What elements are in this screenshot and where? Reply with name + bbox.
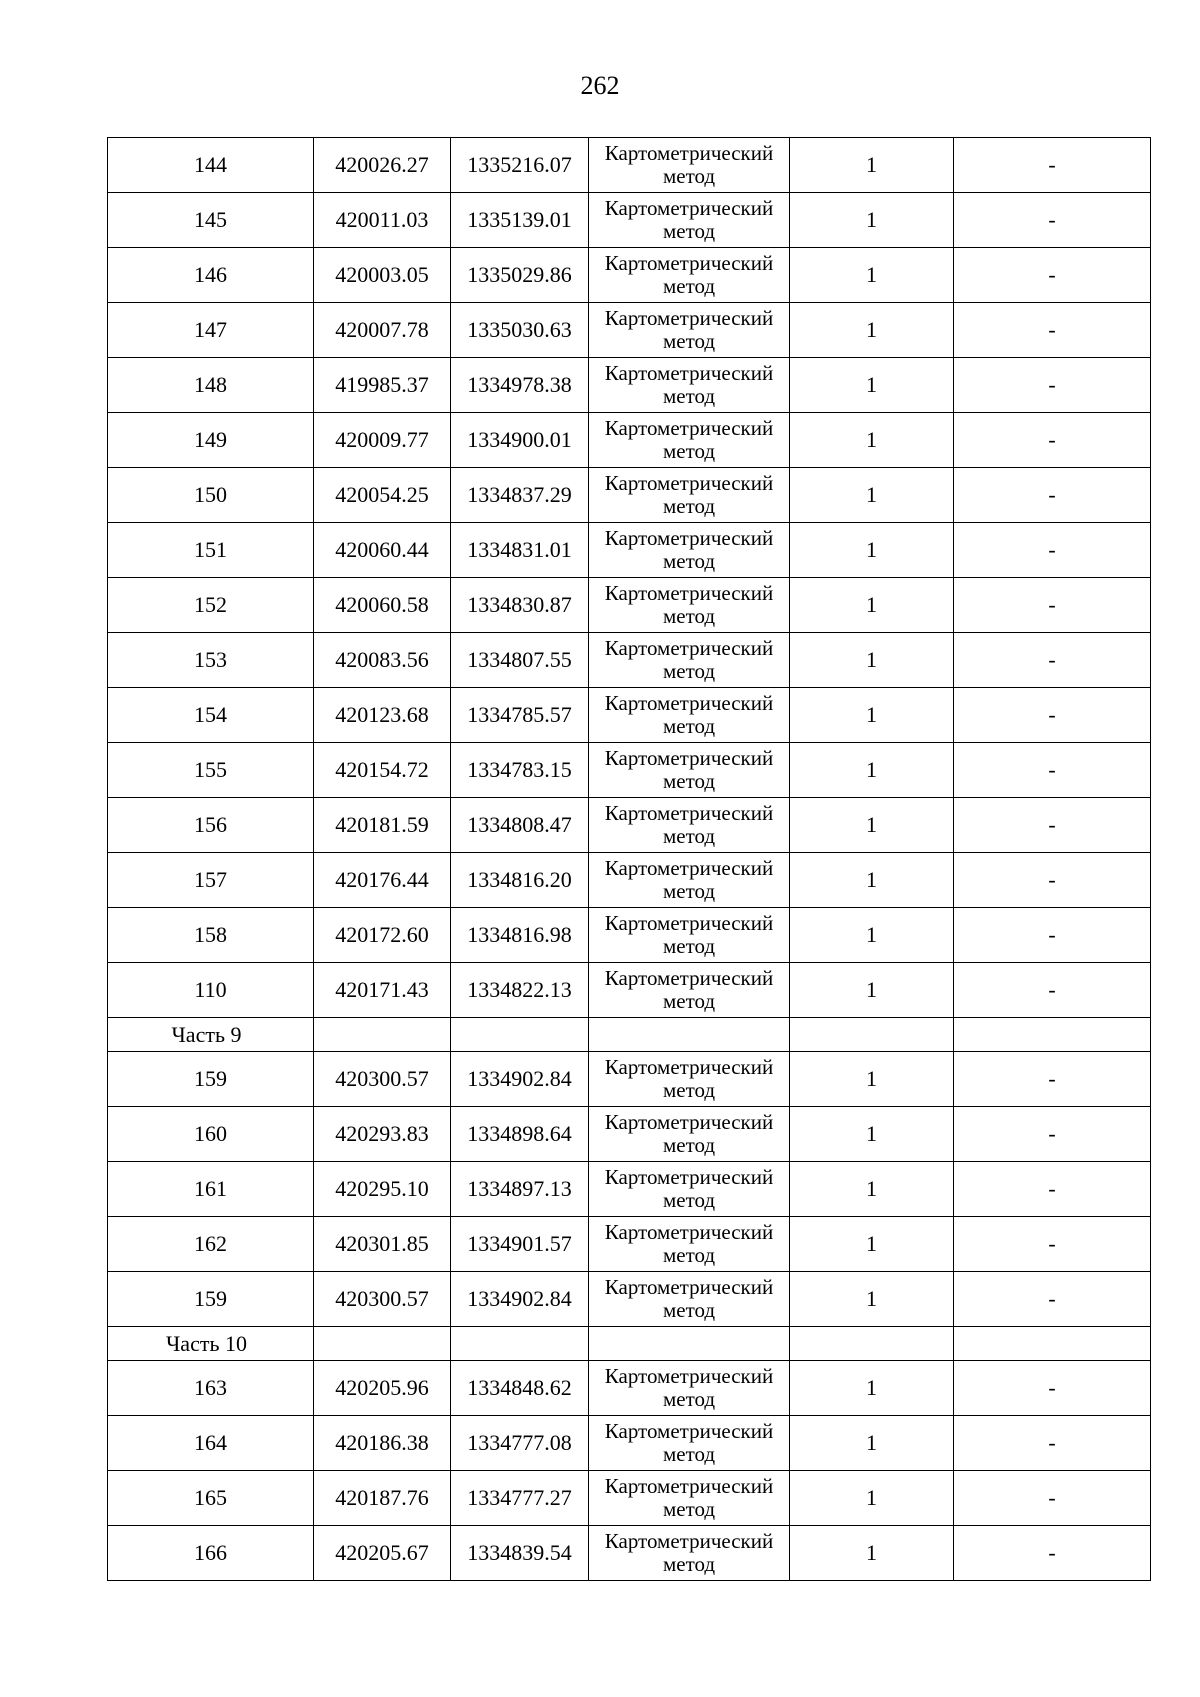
method-line-2: метод: [662, 769, 716, 793]
point-number-cell: 151: [108, 523, 314, 578]
method-cell: [589, 798, 790, 853]
x-coordinate-cell: 420171.43: [314, 963, 451, 1018]
point-number-cell: 159: [108, 1052, 314, 1107]
note-cell: -: [954, 193, 1151, 248]
method-line-2: метод: [662, 879, 716, 903]
accuracy-cell: 1: [790, 1526, 954, 1581]
y-coordinate-cell: 1334777.08: [451, 1416, 589, 1471]
part-heading-row: [108, 1018, 1151, 1052]
accuracy-cell: 1: [790, 1272, 954, 1327]
point-number-cell: 166: [108, 1526, 314, 1581]
method-cell: [589, 138, 790, 193]
method-line-1: Картометрический: [604, 1419, 774, 1443]
method-line-2: метод: [662, 274, 716, 298]
method-cell: [589, 1526, 790, 1581]
table-row: [108, 1361, 1151, 1416]
point-number-cell: 150: [108, 468, 314, 523]
x-coordinate-cell: 420181.59: [314, 798, 451, 853]
y-coordinate-cell: 1334807.55: [451, 633, 589, 688]
method-line-1: Картометрический: [604, 856, 774, 880]
method-line-1: Картометрический: [604, 966, 774, 990]
table-row: [108, 1107, 1151, 1162]
table-row: [108, 798, 1151, 853]
accuracy-cell: 1: [790, 523, 954, 578]
note-cell: -: [954, 1361, 1151, 1416]
y-coordinate-cell: 1334848.62: [451, 1361, 589, 1416]
accuracy-cell: 1: [790, 413, 954, 468]
x-coordinate-cell: 420176.44: [314, 853, 451, 908]
coordinates-table: [107, 137, 1151, 1581]
x-coordinate-cell: 420187.76: [314, 1471, 451, 1526]
page-number: 262: [580, 71, 620, 100]
empty-cell: [954, 1018, 1151, 1052]
accuracy-cell: 1: [790, 1162, 954, 1217]
y-coordinate-cell: 1335030.63: [451, 303, 589, 358]
y-coordinate-cell: 1334900.01: [451, 413, 589, 468]
method-line-2: метод: [662, 1243, 716, 1267]
x-coordinate-cell: 420060.58: [314, 578, 451, 633]
method-cell: [589, 908, 790, 963]
note-cell: -: [954, 413, 1151, 468]
x-coordinate-cell: 420123.68: [314, 688, 451, 743]
x-coordinate-cell: 420011.03: [314, 193, 451, 248]
part-heading: Часть 10: [108, 1327, 314, 1361]
note-cell: -: [954, 688, 1151, 743]
table-row: [108, 138, 1151, 193]
point-number-cell: 155: [108, 743, 314, 798]
empty-cell: [451, 1327, 589, 1361]
table-row: [108, 248, 1151, 303]
note-cell: -: [954, 1471, 1151, 1526]
method-cell: [589, 1107, 790, 1162]
method-line-1: Картометрический: [604, 1110, 774, 1134]
method-line-1: Картометрический: [604, 416, 774, 440]
x-coordinate-cell: 420007.78: [314, 303, 451, 358]
point-number-cell: 159: [108, 1272, 314, 1327]
y-coordinate-cell: 1335029.86: [451, 248, 589, 303]
x-coordinate-cell: 420054.25: [314, 468, 451, 523]
x-coordinate-cell: 420060.44: [314, 523, 451, 578]
coordinates-table-body: [108, 138, 1151, 1581]
accuracy-cell: 1: [790, 1107, 954, 1162]
point-number-cell: 147: [108, 303, 314, 358]
method-line-2: метод: [662, 384, 716, 408]
table-row: [108, 908, 1151, 963]
method-line-2: метод: [662, 1442, 716, 1466]
point-number-cell: 110: [108, 963, 314, 1018]
method-cell: [589, 1052, 790, 1107]
method-cell: [589, 1217, 790, 1272]
method-line-1: Картометрический: [604, 1220, 774, 1244]
accuracy-cell: 1: [790, 303, 954, 358]
x-coordinate-cell: 420003.05: [314, 248, 451, 303]
method-line-1: Картометрический: [604, 746, 774, 770]
table-row: [108, 1471, 1151, 1526]
accuracy-cell: 1: [790, 138, 954, 193]
method-line-2: метод: [662, 659, 716, 683]
accuracy-cell: 1: [790, 1416, 954, 1471]
accuracy-cell: 1: [790, 633, 954, 688]
point-number-cell: 148: [108, 358, 314, 413]
x-coordinate-cell: 420186.38: [314, 1416, 451, 1471]
method-cell: [589, 193, 790, 248]
x-coordinate-cell: 420009.77: [314, 413, 451, 468]
accuracy-cell: 1: [790, 963, 954, 1018]
point-number-cell: 146: [108, 248, 314, 303]
empty-cell: [314, 1327, 451, 1361]
x-coordinate-cell: 419985.37: [314, 358, 451, 413]
method-cell: [589, 248, 790, 303]
table-row: [108, 1416, 1151, 1471]
accuracy-cell: 1: [790, 853, 954, 908]
method-line-2: метод: [662, 494, 716, 518]
x-coordinate-cell: 420026.27: [314, 138, 451, 193]
note-cell: -: [954, 1052, 1151, 1107]
y-coordinate-cell: 1334816.20: [451, 853, 589, 908]
accuracy-cell: 1: [790, 578, 954, 633]
note-cell: -: [954, 1217, 1151, 1272]
point-number-cell: 162: [108, 1217, 314, 1272]
note-cell: -: [954, 523, 1151, 578]
table-row: [108, 303, 1151, 358]
y-coordinate-cell: 1334978.38: [451, 358, 589, 413]
table-row: [108, 193, 1151, 248]
point-number-cell: 160: [108, 1107, 314, 1162]
y-coordinate-cell: 1334785.57: [451, 688, 589, 743]
method-line-2: метод: [662, 1298, 716, 1322]
method-line-2: метод: [662, 824, 716, 848]
method-line-2: метод: [662, 164, 716, 188]
method-line-1: Картометрический: [604, 636, 774, 660]
method-line-2: метод: [662, 329, 716, 353]
empty-cell: [589, 1018, 790, 1052]
method-line-1: Картометрический: [604, 581, 774, 605]
point-number-cell: 153: [108, 633, 314, 688]
accuracy-cell: 1: [790, 1217, 954, 1272]
method-line-2: метод: [662, 1387, 716, 1411]
method-cell: [589, 1416, 790, 1471]
point-number-cell: 163: [108, 1361, 314, 1416]
x-coordinate-cell: 420172.60: [314, 908, 451, 963]
method-cell: [589, 468, 790, 523]
empty-cell: [314, 1018, 451, 1052]
table-row: [108, 1052, 1151, 1107]
accuracy-cell: 1: [790, 743, 954, 798]
point-number-cell: 165: [108, 1471, 314, 1526]
method-line-1: Картометрический: [604, 141, 774, 165]
method-cell: [589, 523, 790, 578]
method-line-2: метод: [662, 604, 716, 628]
method-line-1: Картометрический: [604, 691, 774, 715]
empty-cell: [790, 1018, 954, 1052]
accuracy-cell: 1: [790, 468, 954, 523]
method-cell: [589, 633, 790, 688]
x-coordinate-cell: 420205.96: [314, 1361, 451, 1416]
y-coordinate-cell: 1334822.13: [451, 963, 589, 1018]
point-number-cell: 154: [108, 688, 314, 743]
method-line-2: метод: [662, 714, 716, 738]
method-line-1: Картометрический: [604, 1055, 774, 1079]
accuracy-cell: 1: [790, 908, 954, 963]
table-row: [108, 1272, 1151, 1327]
method-line-2: метод: [662, 1552, 716, 1576]
accuracy-cell: 1: [790, 1361, 954, 1416]
x-coordinate-cell: 420154.72: [314, 743, 451, 798]
y-coordinate-cell: 1334902.84: [451, 1272, 589, 1327]
y-coordinate-cell: 1334816.98: [451, 908, 589, 963]
method-cell: [589, 1471, 790, 1526]
y-coordinate-cell: 1334777.27: [451, 1471, 589, 1526]
table-row: [108, 633, 1151, 688]
table-row: [108, 1217, 1151, 1272]
method-line-1: Картометрический: [604, 1474, 774, 1498]
table-row: [108, 743, 1151, 798]
method-line-2: метод: [662, 1188, 716, 1212]
method-line-1: Картометрический: [604, 1165, 774, 1189]
table-row: [108, 578, 1151, 633]
empty-cell: [790, 1327, 954, 1361]
table-row: [108, 853, 1151, 908]
method-line-2: метод: [662, 989, 716, 1013]
y-coordinate-cell: 1334902.84: [451, 1052, 589, 1107]
method-line-1: Картометрический: [604, 251, 774, 275]
accuracy-cell: 1: [790, 248, 954, 303]
empty-cell: [589, 1327, 790, 1361]
note-cell: -: [954, 138, 1151, 193]
y-coordinate-cell: 1334898.64: [451, 1107, 589, 1162]
accuracy-cell: 1: [790, 1471, 954, 1526]
x-coordinate-cell: 420083.56: [314, 633, 451, 688]
part-heading-row: [108, 1327, 1151, 1361]
note-cell: -: [954, 303, 1151, 358]
method-cell: [589, 358, 790, 413]
note-cell: -: [954, 633, 1151, 688]
method-cell: [589, 1361, 790, 1416]
method-line-1: Картометрический: [604, 911, 774, 935]
note-cell: -: [954, 1162, 1151, 1217]
point-number-cell: 156: [108, 798, 314, 853]
method-line-1: Картометрический: [604, 306, 774, 330]
method-cell: [589, 1162, 790, 1217]
y-coordinate-cell: 1334808.47: [451, 798, 589, 853]
accuracy-cell: 1: [790, 688, 954, 743]
method-line-2: метод: [662, 219, 716, 243]
method-line-2: метод: [662, 1078, 716, 1102]
point-number-cell: 145: [108, 193, 314, 248]
method-cell: [589, 1272, 790, 1327]
method-cell: [589, 303, 790, 358]
table-row: [108, 413, 1151, 468]
method-line-1: Картометрический: [604, 1364, 774, 1388]
table-row: [108, 688, 1151, 743]
table-row: [108, 358, 1151, 413]
note-cell: -: [954, 963, 1151, 1018]
note-cell: -: [954, 578, 1151, 633]
accuracy-cell: 1: [790, 193, 954, 248]
point-number-cell: 158: [108, 908, 314, 963]
point-number-cell: 161: [108, 1162, 314, 1217]
y-coordinate-cell: 1334830.87: [451, 578, 589, 633]
point-number-cell: 144: [108, 138, 314, 193]
point-number-cell: 152: [108, 578, 314, 633]
empty-cell: [451, 1018, 589, 1052]
x-coordinate-cell: 420300.57: [314, 1272, 451, 1327]
x-coordinate-cell: 420205.67: [314, 1526, 451, 1581]
method-cell: [589, 743, 790, 798]
accuracy-cell: 1: [790, 358, 954, 413]
note-cell: -: [954, 853, 1151, 908]
table-row: [108, 963, 1151, 1018]
y-coordinate-cell: 1334839.54: [451, 1526, 589, 1581]
method-cell: [589, 413, 790, 468]
table-row: [108, 468, 1151, 523]
note-cell: -: [954, 743, 1151, 798]
method-line-1: Картометрический: [604, 471, 774, 495]
table-row: [108, 523, 1151, 578]
method-line-2: метод: [662, 549, 716, 573]
x-coordinate-cell: 420295.10: [314, 1162, 451, 1217]
point-number-cell: 149: [108, 413, 314, 468]
x-coordinate-cell: 420300.57: [314, 1052, 451, 1107]
note-cell: -: [954, 1526, 1151, 1581]
method-line-1: Картометрический: [604, 1275, 774, 1299]
note-cell: -: [954, 798, 1151, 853]
y-coordinate-cell: 1334901.57: [451, 1217, 589, 1272]
method-line-1: Картометрический: [604, 801, 774, 825]
x-coordinate-cell: 420301.85: [314, 1217, 451, 1272]
note-cell: -: [954, 1416, 1151, 1471]
method-line-1: Картометрический: [604, 526, 774, 550]
method-line-2: метод: [662, 439, 716, 463]
table-row: [108, 1162, 1151, 1217]
point-number-cell: 164: [108, 1416, 314, 1471]
note-cell: -: [954, 908, 1151, 963]
part-heading: Часть 9: [108, 1018, 314, 1052]
method-line-1: Картометрический: [604, 196, 774, 220]
method-cell: [589, 688, 790, 743]
accuracy-cell: 1: [790, 1052, 954, 1107]
method-line-2: метод: [662, 934, 716, 958]
y-coordinate-cell: 1334831.01: [451, 523, 589, 578]
y-coordinate-cell: 1334783.15: [451, 743, 589, 798]
note-cell: -: [954, 468, 1151, 523]
method-cell: [589, 963, 790, 1018]
method-line-1: Картометрический: [604, 1529, 774, 1553]
point-number-cell: 157: [108, 853, 314, 908]
note-cell: -: [954, 1107, 1151, 1162]
accuracy-cell: 1: [790, 798, 954, 853]
y-coordinate-cell: 1335216.07: [451, 138, 589, 193]
x-coordinate-cell: 420293.83: [314, 1107, 451, 1162]
method-line-2: метод: [662, 1497, 716, 1521]
method-cell: [589, 578, 790, 633]
method-line-1: Картометрический: [604, 361, 774, 385]
note-cell: -: [954, 358, 1151, 413]
note-cell: -: [954, 248, 1151, 303]
y-coordinate-cell: 1334837.29: [451, 468, 589, 523]
empty-cell: [954, 1327, 1151, 1361]
method-cell: [589, 853, 790, 908]
note-cell: -: [954, 1272, 1151, 1327]
table-row: [108, 1526, 1151, 1581]
method-line-2: метод: [662, 1133, 716, 1157]
y-coordinate-cell: 1335139.01: [451, 193, 589, 248]
y-coordinate-cell: 1334897.13: [451, 1162, 589, 1217]
